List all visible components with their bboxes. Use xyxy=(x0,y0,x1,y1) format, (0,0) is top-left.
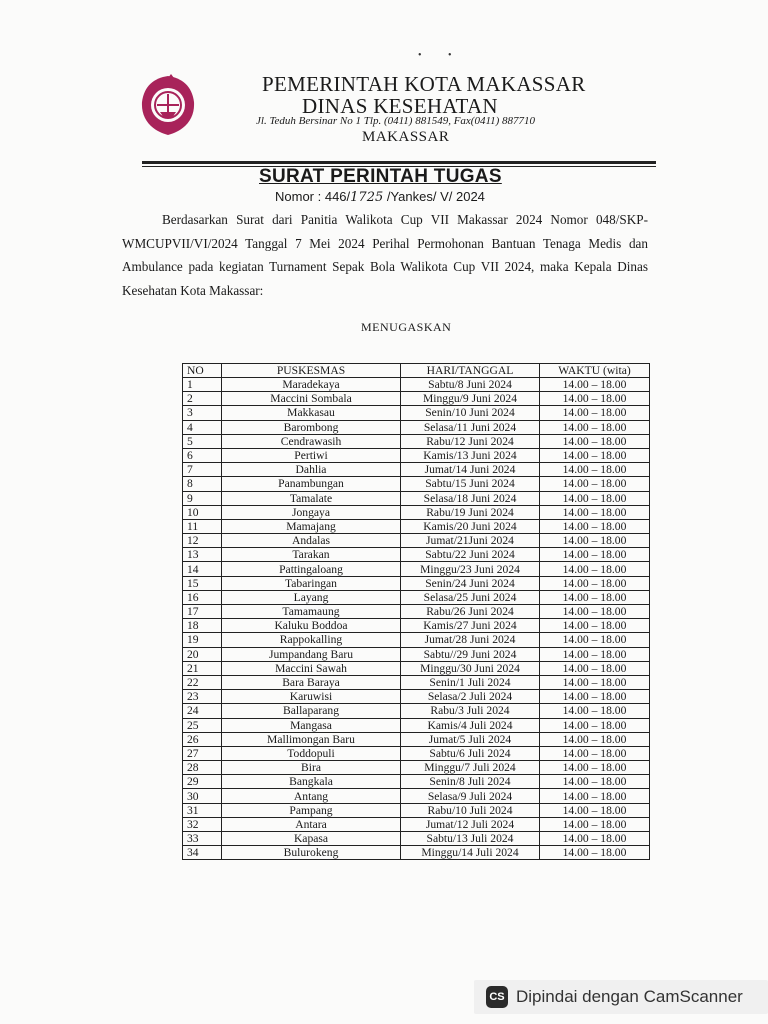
row-hari-tanggal: Kamis/13 Juni 2024 xyxy=(401,448,540,462)
row-hari-tanggal: Senin/8 Juli 2024 xyxy=(401,775,540,789)
row-puskesmas: Panambungan xyxy=(222,477,401,491)
table-row xyxy=(183,803,650,817)
row-hari-tanggal: Rabu/26 Juni 2024 xyxy=(401,605,540,619)
row-hari-tanggal: Selasa/2 Juli 2024 xyxy=(401,690,540,704)
row-waktu: 14.00 – 18.00 xyxy=(540,392,650,406)
row-no: 20 xyxy=(183,647,222,661)
row-hari-tanggal: Sabtu/8 Juni 2024 xyxy=(401,378,540,392)
body-paragraph: Berdasarkan Surat dari Panitia Walikota Cup VII Makassar 2024 Nomor 048/SKP-WMCUPVII/VI/2024 Tanggal 7 Mei 2024 Perihal Permohonan Bantuan Tenaga Medis dan Ambulance pada kegiatan Turnament Sepak Bola Walikota Cup VII 2024, maka Kepala Dinas Kesehatan Kota Makassar: xyxy=(122,212,648,298)
document-title: SURAT PERINTAH TUGAS xyxy=(259,166,502,187)
table-header-row xyxy=(183,364,650,378)
table-row xyxy=(183,732,650,746)
row-puskesmas: Ballaparang xyxy=(222,704,401,718)
row-no: 8 xyxy=(183,477,222,491)
table-row xyxy=(183,477,650,491)
row-puskesmas: Pertiwi xyxy=(222,448,401,462)
menugaskan-heading: MENUGASKAN xyxy=(361,320,452,334)
row-hari-tanggal: Rabu/3 Juli 2024 xyxy=(401,704,540,718)
row-no: 7 xyxy=(183,463,222,477)
row-waktu: 14.00 – 18.00 xyxy=(540,661,650,675)
row-no: 23 xyxy=(183,690,222,704)
table-row xyxy=(183,448,650,462)
row-hari-tanggal: Selasa/9 Juli 2024 xyxy=(401,789,540,803)
row-waktu: 14.00 – 18.00 xyxy=(540,732,650,746)
row-no: 31 xyxy=(183,803,222,817)
row-puskesmas: Mamajang xyxy=(222,519,401,533)
row-puskesmas: Maccini Sombala xyxy=(222,392,401,406)
schedule-table xyxy=(182,363,650,860)
table-row xyxy=(183,562,650,576)
row-no: 19 xyxy=(183,633,222,647)
table-body xyxy=(183,378,650,860)
row-no: 30 xyxy=(183,789,222,803)
row-hari-tanggal: Senin/10 Juni 2024 xyxy=(401,406,540,420)
row-hari-tanggal: Sabtu/22 Juni 2024 xyxy=(401,548,540,562)
row-puskesmas: Maradekaya xyxy=(222,378,401,392)
row-hari-tanggal: Sabtu/6 Juli 2024 xyxy=(401,746,540,760)
table-row xyxy=(183,817,650,831)
row-hari-tanggal: Jumat/5 Juli 2024 xyxy=(401,732,540,746)
row-puskesmas: Mallimongan Baru xyxy=(222,732,401,746)
row-puskesmas: Kaluku Boddoa xyxy=(222,619,401,633)
header-hari-tanggal: HARI/TANGGAL xyxy=(401,364,540,378)
row-no: 29 xyxy=(183,775,222,789)
row-waktu: 14.00 – 18.00 xyxy=(540,647,650,661)
row-puskesmas: Bara Baraya xyxy=(222,675,401,689)
row-waktu: 14.00 – 18.00 xyxy=(540,576,650,590)
row-no: 33 xyxy=(183,832,222,846)
row-waktu: 14.00 – 18.00 xyxy=(540,463,650,477)
row-puskesmas: Maccini Sawah xyxy=(222,661,401,675)
row-waktu: 14.00 – 18.00 xyxy=(540,690,650,704)
row-puskesmas: Tarakan xyxy=(222,548,401,562)
letterhead-government: PEMERINTAH KOTA MAKASSAR xyxy=(262,72,586,96)
table-row xyxy=(183,434,650,448)
row-hari-tanggal: Kamis/4 Juli 2024 xyxy=(401,718,540,732)
row-no: 3 xyxy=(183,406,222,420)
row-waktu: 14.00 – 18.00 xyxy=(540,420,650,434)
row-hari-tanggal: Sabtu/13 Juli 2024 xyxy=(401,832,540,846)
row-puskesmas: Toddopuli xyxy=(222,746,401,760)
row-waktu: 14.00 – 18.00 xyxy=(540,775,650,789)
row-hari-tanggal: Jumat/21Juni 2024 xyxy=(401,534,540,548)
table-row xyxy=(183,619,650,633)
row-no: 10 xyxy=(183,505,222,519)
row-hari-tanggal: Selasa/25 Juni 2024 xyxy=(401,590,540,604)
row-hari-tanggal: Sabtu//29 Juni 2024 xyxy=(401,647,540,661)
row-puskesmas: Antara xyxy=(222,817,401,831)
table-row xyxy=(183,548,650,562)
row-hari-tanggal: Rabu/10 Juli 2024 xyxy=(401,803,540,817)
row-hari-tanggal: Sabtu/15 Juni 2024 xyxy=(401,477,540,491)
table-row xyxy=(183,704,650,718)
table-row xyxy=(183,605,650,619)
row-puskesmas: Bira xyxy=(222,761,401,775)
table-row xyxy=(183,647,650,661)
makassar-emblem-icon xyxy=(138,72,198,138)
row-waktu: 14.00 – 18.00 xyxy=(540,761,650,775)
row-waktu: 14.00 – 18.00 xyxy=(540,675,650,689)
row-waktu: 14.00 – 18.00 xyxy=(540,406,650,420)
row-hari-tanggal: Minggu/23 Juni 2024 xyxy=(401,562,540,576)
row-puskesmas: Pattingaloang xyxy=(222,562,401,576)
row-waktu: 14.00 – 18.00 xyxy=(540,832,650,846)
row-puskesmas: Layang xyxy=(222,590,401,604)
row-no: 12 xyxy=(183,534,222,548)
row-puskesmas: Makkasau xyxy=(222,406,401,420)
row-hari-tanggal: Senin/1 Juli 2024 xyxy=(401,675,540,689)
table-row xyxy=(183,378,650,392)
table-row xyxy=(183,675,650,689)
row-hari-tanggal: Senin/24 Juni 2024 xyxy=(401,576,540,590)
row-no: 6 xyxy=(183,448,222,462)
row-waktu: 14.00 – 18.00 xyxy=(540,562,650,576)
camscanner-badge xyxy=(474,980,768,1014)
table-row xyxy=(183,775,650,789)
row-waktu: 14.00 – 18.00 xyxy=(540,619,650,633)
row-no: 27 xyxy=(183,746,222,760)
row-puskesmas: Jongaya xyxy=(222,505,401,519)
row-no: 25 xyxy=(183,718,222,732)
table-row xyxy=(183,491,650,505)
row-waktu: 14.00 – 18.00 xyxy=(540,491,650,505)
row-no: 24 xyxy=(183,704,222,718)
row-hari-tanggal: Jumat/28 Juni 2024 xyxy=(401,633,540,647)
row-waktu: 14.00 – 18.00 xyxy=(540,746,650,760)
row-waktu: 14.00 – 18.00 xyxy=(540,505,650,519)
row-no: 13 xyxy=(183,548,222,562)
table-row xyxy=(183,534,650,548)
row-no: 28 xyxy=(183,761,222,775)
row-waktu: 14.00 – 18.00 xyxy=(540,590,650,604)
row-puskesmas: Tamalate xyxy=(222,491,401,505)
row-waktu: 14.00 – 18.00 xyxy=(540,846,650,860)
scan-dots: • • xyxy=(418,50,464,61)
table-row xyxy=(183,832,650,846)
row-no: 26 xyxy=(183,732,222,746)
row-no: 17 xyxy=(183,605,222,619)
row-hari-tanggal: Kamis/20 Juni 2024 xyxy=(401,519,540,533)
table-row xyxy=(183,718,650,732)
row-waktu: 14.00 – 18.00 xyxy=(540,718,650,732)
row-hari-tanggal: Jumat/12 Juli 2024 xyxy=(401,817,540,831)
table-row xyxy=(183,690,650,704)
row-no: 11 xyxy=(183,519,222,533)
row-puskesmas: Kapasa xyxy=(222,832,401,846)
table-row xyxy=(183,406,650,420)
row-waktu: 14.00 – 18.00 xyxy=(540,817,650,831)
row-no: 15 xyxy=(183,576,222,590)
table-row xyxy=(183,846,650,860)
row-hari-tanggal: Rabu/19 Juni 2024 xyxy=(401,505,540,519)
letterhead-city: MAKASSAR xyxy=(362,129,450,145)
nomor-prefix: Nomor : 446/ xyxy=(275,189,351,204)
table-row xyxy=(183,633,650,647)
letterhead-department: DINAS KESEHATAN xyxy=(302,94,498,118)
row-hari-tanggal: Minggu/14 Juli 2024 xyxy=(401,846,540,860)
row-waktu: 14.00 – 18.00 xyxy=(540,704,650,718)
letterhead-address: Jl. Teduh Bersinar No 1 Tlp. (0411) 881549, Fax(0411) 887710 xyxy=(256,115,536,127)
row-hari-tanggal: Minggu/9 Juni 2024 xyxy=(401,392,540,406)
table-row xyxy=(183,392,650,406)
row-no: 22 xyxy=(183,675,222,689)
row-hari-tanggal: Jumat/14 Juni 2024 xyxy=(401,463,540,477)
row-no: 2 xyxy=(183,392,222,406)
row-puskesmas: Antang xyxy=(222,789,401,803)
row-waktu: 14.00 – 18.00 xyxy=(540,378,650,392)
row-waktu: 14.00 – 18.00 xyxy=(540,534,650,548)
row-no: 16 xyxy=(183,590,222,604)
row-puskesmas: Karuwisi xyxy=(222,690,401,704)
row-puskesmas: Pampang xyxy=(222,803,401,817)
header-puskesmas: PUSKESMAS xyxy=(222,364,401,378)
table-row xyxy=(183,463,650,477)
row-no: 34 xyxy=(183,846,222,860)
row-no: 9 xyxy=(183,491,222,505)
table-row xyxy=(183,505,650,519)
table-row xyxy=(183,661,650,675)
row-no: 4 xyxy=(183,420,222,434)
table-row xyxy=(183,576,650,590)
row-waktu: 14.00 – 18.00 xyxy=(540,605,650,619)
row-puskesmas: Cendrawasih xyxy=(222,434,401,448)
table-row xyxy=(183,590,650,604)
row-puskesmas: Dahlia xyxy=(222,463,401,477)
row-waktu: 14.00 – 18.00 xyxy=(540,803,650,817)
row-waktu: 14.00 – 18.00 xyxy=(540,548,650,562)
row-waktu: 14.00 – 18.00 xyxy=(540,477,650,491)
row-waktu: 14.00 – 18.00 xyxy=(540,448,650,462)
camscanner-icon: CS xyxy=(486,986,508,1008)
row-no: 14 xyxy=(183,562,222,576)
row-hari-tanggal: Selasa/11 Juni 2024 xyxy=(401,420,540,434)
table-row xyxy=(183,761,650,775)
row-puskesmas: Mangasa xyxy=(222,718,401,732)
row-puskesmas: Tabaringan xyxy=(222,576,401,590)
row-no: 32 xyxy=(183,817,222,831)
row-hari-tanggal: Rabu/12 Juni 2024 xyxy=(401,434,540,448)
row-hari-tanggal: Selasa/18 Juni 2024 xyxy=(401,491,540,505)
table-row xyxy=(183,789,650,803)
header-waktu: WAKTU (wita) xyxy=(540,364,650,378)
row-puskesmas: Tamamaung xyxy=(222,605,401,619)
table-row xyxy=(183,519,650,533)
nomor-suffix: /Yankes/ V/ 2024 xyxy=(383,189,485,204)
row-waktu: 14.00 – 18.00 xyxy=(540,519,650,533)
camscanner-label: Dipindai dengan CamScanner xyxy=(516,987,743,1006)
row-waktu: 14.00 – 18.00 xyxy=(540,633,650,647)
row-no: 21 xyxy=(183,661,222,675)
row-puskesmas: Rappokalling xyxy=(222,633,401,647)
letterhead-rule-thick xyxy=(142,161,656,164)
row-hari-tanggal: Minggu/30 Juni 2024 xyxy=(401,661,540,675)
row-hari-tanggal: Minggu/7 Juli 2024 xyxy=(401,761,540,775)
row-puskesmas: Barombong xyxy=(222,420,401,434)
header-no: NO xyxy=(183,364,222,378)
row-puskesmas: Andalas xyxy=(222,534,401,548)
row-waktu: 14.00 – 18.00 xyxy=(540,434,650,448)
table-row xyxy=(183,420,650,434)
row-hari-tanggal: Kamis/27 Juni 2024 xyxy=(401,619,540,633)
row-puskesmas: Bangkala xyxy=(222,775,401,789)
row-puskesmas: Bulurokeng xyxy=(222,846,401,860)
row-waktu: 14.00 – 18.00 xyxy=(540,789,650,803)
table-row xyxy=(183,746,650,760)
nomor-handwritten: 1725 xyxy=(350,190,384,205)
row-no: 1 xyxy=(183,378,222,392)
document-number xyxy=(275,189,485,205)
row-no: 5 xyxy=(183,434,222,448)
row-no: 18 xyxy=(183,619,222,633)
row-puskesmas: Jumpandang Baru xyxy=(222,647,401,661)
